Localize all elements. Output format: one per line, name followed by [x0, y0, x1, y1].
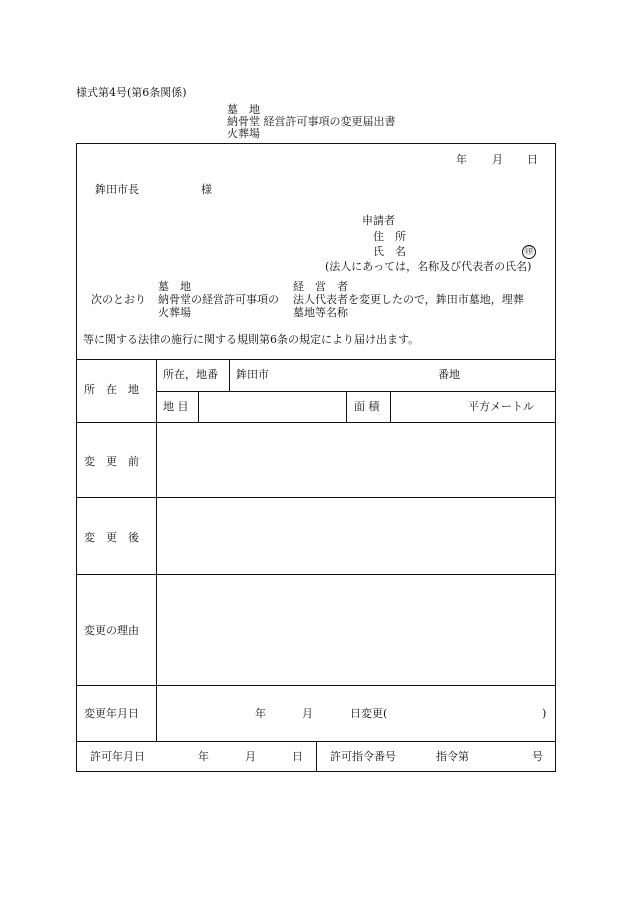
permit-day-label: 日 — [292, 750, 303, 763]
permit-number-label: 許可指令番号 — [330, 750, 396, 763]
rule-location-mid — [156, 391, 556, 392]
rule-date-top — [76, 685, 556, 686]
date-day-label: 日 — [527, 153, 538, 166]
change-close-paren: ) — [542, 707, 547, 720]
rule-reason-top — [76, 574, 556, 575]
statement-col2-line2: 法人代表者を変更したので，鉾田市墓地，埋葬 — [293, 293, 524, 306]
applicant-note: (法人にあっては，名称及び代表者の氏名) — [325, 260, 532, 273]
date-month-label: 月 — [492, 153, 503, 166]
statement-col1-line2: 納骨堂の経営許可事項の — [158, 293, 279, 306]
seal-icon: ㊞ — [522, 245, 536, 259]
change-date-label: 変更年月日 — [84, 707, 139, 720]
honorific: 様 — [201, 183, 212, 196]
date-year-label: 年 — [456, 153, 467, 166]
permit-month-label: 月 — [245, 750, 256, 763]
form-box — [76, 143, 556, 772]
address-label: 所在，地番 — [163, 368, 218, 381]
change-day-label: 日変更( — [350, 707, 388, 720]
city-name: 鉾田市 — [236, 368, 269, 381]
rule-land-divider — [198, 391, 199, 422]
rule-location-top — [76, 359, 556, 360]
order-prefix: 指令第 — [436, 750, 469, 763]
after-label: 変 更 後 — [84, 531, 139, 544]
title-line-3: 火葬場 — [227, 127, 260, 140]
statement-line2: 等に関する法律の施行に関する規則第6条の規定により届け出ます。 — [83, 333, 420, 346]
applicant-name-label: 氏 名 — [373, 245, 406, 258]
statement-col1-line3: 火葬場 — [158, 306, 191, 319]
reason-label: 変更の理由 — [84, 624, 139, 637]
rule-area-label-right — [390, 391, 391, 422]
applicant-label: 申請者 — [362, 214, 395, 227]
change-year-label: 年 — [255, 707, 266, 720]
rule-before-top — [76, 422, 556, 423]
title-line-2: 納骨堂 経営許可事項の変更届出書 — [227, 115, 396, 128]
rule-area-label-left — [346, 391, 347, 422]
applicant-address-label: 住 所 — [373, 230, 406, 243]
statement-prefix: 次のとおり — [91, 293, 146, 306]
banchi-label: 番地 — [438, 368, 460, 381]
permit-date-label: 許可年月日 — [90, 750, 145, 763]
change-month-label: 月 — [302, 707, 313, 720]
order-suffix: 号 — [532, 750, 543, 763]
location-label: 所 在 地 — [84, 383, 139, 396]
rule-label-column — [156, 359, 157, 741]
rule-after-top — [76, 497, 556, 498]
permit-year-label: 年 — [198, 750, 209, 763]
before-label: 変 更 前 — [84, 455, 139, 468]
statement-col2-line1: 経 営 者 — [293, 280, 348, 293]
rule-footer-divider — [316, 741, 317, 772]
statement-col1-line1: 墓 地 — [158, 280, 191, 293]
area-unit: 平方メートル — [468, 400, 534, 413]
land-category-label: 地 目 — [163, 400, 189, 413]
title-line-1: 墓 地 — [227, 103, 260, 116]
rule-address-divider — [229, 359, 230, 391]
statement-col2-line3: 墓地等名称 — [293, 306, 348, 319]
area-label: 面 積 — [354, 400, 380, 413]
addressee: 鉾田市長 — [95, 183, 139, 196]
form-number: 様式第4号(第6条関係) — [76, 86, 187, 99]
